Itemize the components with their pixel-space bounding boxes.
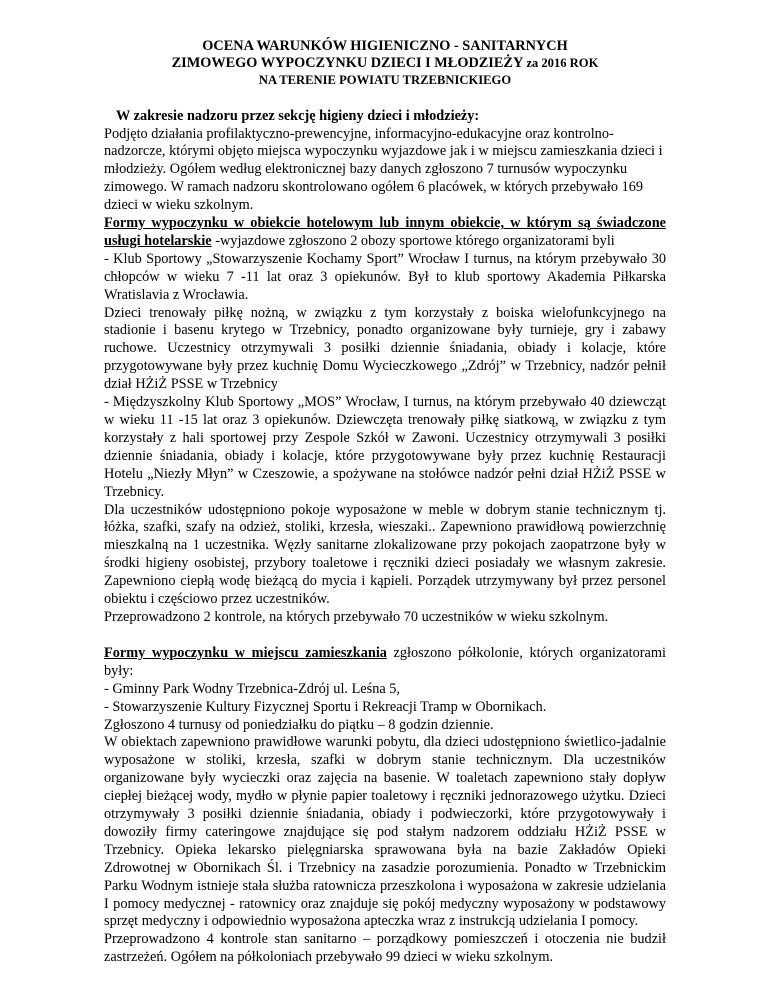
section-3-org-2: - Stowarzyszenie Kultury Fizycznej Sportu i Rekreacji Tramp w Obornikach. xyxy=(104,698,547,715)
section-1-body: Podjęto działania profilaktyczno-prewencyjne, informacyjno-edukacyjne oraz kontrolno-nadzorcze, którymi objęto miejsca wypoczynku wyjazdowe jak i w miejscu zamieszkania dzieci i młodzieży. Ogółem według elektronicznej bazy danych zgłoszono 7 turnusów wypoczynku zimowego. W ramach nadzoru skontrolowano ogółem 6 placówek, w których przebywało 169 dzieci w wieku szkolnym. xyxy=(104,125,663,214)
section-3-body: W obiektach zapewniono prawidłowe warunki pobytu, dla dzieci udostępniono świetlico-jadalnie wyposażone w stoliki, krzesła, szafki w dobrym stanie technicznym. Dla uczestników organizowane były wycieczki oraz zajęcia na basenie. W toaletach zapewniono stały dopływ ciepłej bieżącej wody, mydło w płynie papier toaletowy i ręczniki jednorazowego użytku. Dzieci otrzymywały 3 posiłki dziennie śniadania, obiady i podwieczorki, które przygotowywały i dowoziły firmy cateringowe znajdujące się pod stałym nadzorem oddziału HŻiŻ PSSE w Trzebnicy. Opieka lekarsko pielęgniarska sprawowana była na bazie Zakładów Opieki Zdrowotnej w Obornikach Śl. i Trzebnicy na zasadzie porozumienia. Ponadto w Trzebnickim Parku Wodnym istnieje stała służba ratownicza przeszkolona i wyposażona w zakresie udzielania I pomocy medycznej - ratownicy oraz znajduje się pokój medyczny wyposażony w podstawowy sprzęt medyczny i odpowiednio wyposażona apteczka wraz z instrukcją udzielania I pomocy. xyxy=(104,734,666,930)
section-2-heading-rest: -wyjazdowe zgłoszono 2 obozy sportowe którego organizatorami byli xyxy=(211,232,615,249)
section-2-item-1-desc: Dzieci trenowały piłkę nożną, w związku z tym korzystały z boiska wielofunkcyjnego na stadionie i basenu krytego w Trzebnicy, ponadto organizowane były turnieje, gry i zabawy ruchowe. Uczestnicy otrzymywali 3 posiłki dziennie śniadania, obiady i kolacje, które przygotowywane były przez kuchnię Domu Wycieczkowego „Zdrój” w Trzebnicy, nadzór pełnił dział HŻiŻ PSSE w Trzebnicy xyxy=(104,304,666,393)
section-2-heading: Formy wypoczynku w obiekcie hotelowym lub innym obiekcie, w którym są świadczone usługi hotelarskie xyxy=(104,215,666,249)
section-3-intro xyxy=(104,645,666,681)
section-3-org-1: - Gminny Park Wodny Trzebnica-Zdrój ul. Leśna 5, xyxy=(104,680,400,697)
title-line-2-year: za 2016 ROK xyxy=(526,56,599,71)
title-line-1: OCENA WARUNKÓW HIGIENICZNO - SANITARNYCH xyxy=(202,38,568,54)
section-2-rooms: Dla uczestników udostępniono pokoje wyposażone w meble w dobrym stanie technicznym tj. łóżka, szafki, szafy na odzież, stoliki, krzesła, wieszaki.. Zapewniono prawidłową powierzchnię mieszkalną na 1 uczestnika. Węzły sanitarne zlokalizowane przy pokojach zaopatrzone były w środki higieny osobistej, przybory toaletowe i ręczniki dzieci posiadały we własnym zakresie. Zapewniono ciepłą wodę bieżącą do mycia i kąpieli. Porządek utrzymywany był przez personel obiektu i częściowo przez uczestników. xyxy=(104,501,666,608)
section-3-turns: Zgłoszono 4 turnusy od poniedziałku do piątku – 8 godzin dziennie. xyxy=(104,716,494,733)
title-line-3: NA TERENIE POWIATU TRZEBNICKIEGO xyxy=(258,73,512,88)
section-2-item-1: - Klub Sportowy „Stowarzyszenie Kochamy Sport” Wrocław I turnus, na którym przebywało 30 chłopców w wieku 7 -11 lat oraz 3 opiekunów. Był to klub sportowy Akademia Piłkarska Wratislavia z Wrocławia. xyxy=(104,250,666,303)
section-2-summary: Przeprowadzono 2 kontrole, na których przebywało 70 uczestników w wieku szkolnym. xyxy=(104,608,609,625)
section-1-lead: W zakresie nadzoru przez sekcję higieny dzieci i młodzieży: xyxy=(116,107,480,124)
section-3-heading-rest: zgłoszono półkolonie, których organizatorami były: xyxy=(104,644,666,679)
section-3-heading: Formy wypoczynku w miejscu zamieszkania xyxy=(104,644,387,661)
section-3-summary: Przeprowadzono 4 kontrole stan sanitarno – porządkowy pomieszczeń i otoczenia nie budził zastrzeżeń. Ogółem na półkoloniach przebywało 99 dzieci w wieku szkolnym. xyxy=(104,931,666,966)
title-line-2 xyxy=(104,55,666,72)
section-2-intro xyxy=(104,215,666,251)
paragraph-gap xyxy=(104,627,666,645)
title-line-2-main: ZIMOWEGO WYPOCZYNKU DZIECI I MŁODZIEŻY xyxy=(171,55,527,72)
section-2-item-2: - Międzyszkolny Klub Sportowy „MOS” Wrocław, I turnus, na którym przebywało 40 dziewcząt w wieku 11 -15 lat oraz 3 opiekunów. Dziewczęta trenowały piłkę siatkową, w związku z tym korzystały z hali sportowej przy Zespole Szkół w Zawoni. Uczestnicy otrzymywali 3 posiłki dziennie śniadania, obiady i kolacje, które przygotowywane były przez kuchnię Restauracji Hotelu „Niezły Młyn” w Czeszowie, a spożywane na stołówce nadzór pełni dział HŻiŻ PSSE w Trzebnicy. xyxy=(104,394,666,500)
document-title xyxy=(104,38,666,90)
